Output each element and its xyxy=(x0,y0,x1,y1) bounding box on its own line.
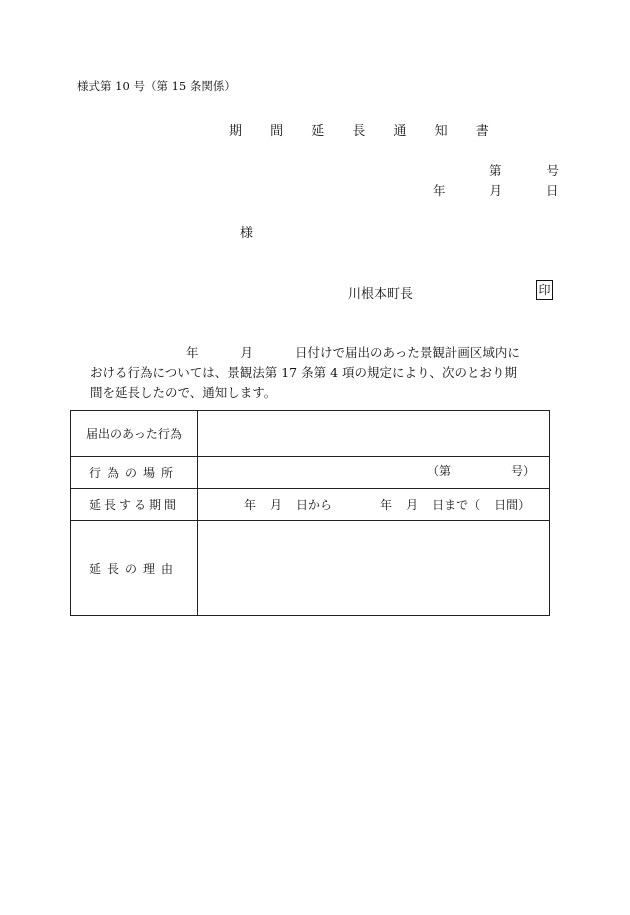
label-notified-act: 届出のあった行為 xyxy=(71,411,198,457)
label-extension-period: 延長する期間 xyxy=(71,489,198,521)
period-nen-2: 年 xyxy=(380,498,393,512)
period-hi-1: 日から xyxy=(296,498,333,512)
period-fields xyxy=(198,496,549,513)
date-tsuki: 月 xyxy=(489,183,503,198)
form-number: 様式第 10 号（第 15 条関係） xyxy=(77,79,236,93)
value-extension-reason[interactable] xyxy=(198,521,550,616)
body-line-1 xyxy=(186,343,520,363)
table-row xyxy=(71,521,550,616)
label-act-location: 行為の場所 xyxy=(71,457,198,489)
notification-table xyxy=(70,410,550,616)
body-line-2: おける行為については、景観法第 17 条第 4 項の規定により、次のとおり期 xyxy=(90,365,518,380)
table-row xyxy=(71,411,550,457)
issue-date xyxy=(433,181,559,199)
seal-mark: 印 xyxy=(536,280,553,300)
value-extension-period[interactable] xyxy=(198,489,550,521)
body-line1-rest: 日付けで届出のあった景観計画区域内に xyxy=(295,345,520,360)
notified-act-number: （第 号） xyxy=(426,463,535,478)
addressee: 様 xyxy=(240,226,254,241)
period-days: 日間） xyxy=(494,498,531,512)
period-nen-1: 年 xyxy=(244,498,257,512)
date-hi: 日 xyxy=(546,183,559,198)
sender-title: 川根本町長 xyxy=(348,287,414,302)
document-number xyxy=(489,161,559,179)
doc-number-dai: 第 xyxy=(489,163,502,178)
date-nen: 年 xyxy=(433,183,446,198)
period-hi-2: 日まで（ xyxy=(432,498,481,512)
period-tsuki-2: 月 xyxy=(406,498,419,512)
body-nen: 年 xyxy=(186,345,199,360)
period-tsuki-1: 月 xyxy=(270,498,283,512)
document-title: 期 間 延 長 通 知 書 xyxy=(229,124,501,139)
table-row xyxy=(71,489,550,521)
label-extension-reason: 延長の理由 xyxy=(71,521,198,616)
body-line-3: 間を延長したので、通知します。 xyxy=(90,385,277,400)
doc-number-go: 号 xyxy=(546,163,560,178)
body-tsuki: 月 xyxy=(240,345,254,360)
value-notified-act[interactable] xyxy=(198,411,550,478)
